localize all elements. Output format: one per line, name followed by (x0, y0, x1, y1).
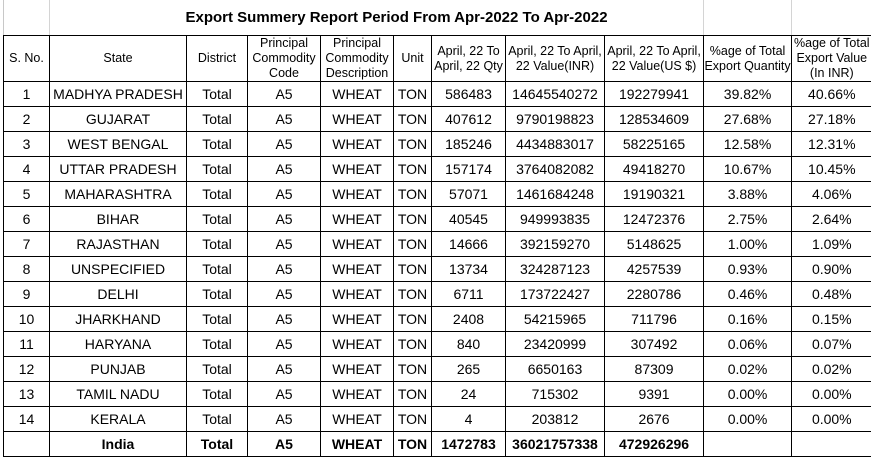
cell-state[interactable]: GUJARAT (50, 107, 187, 132)
cell-state[interactable]: MAHARASHTRA (50, 182, 187, 207)
cell-qty[interactable]: 57071 (432, 182, 506, 207)
total-cell-district[interactable]: Total (187, 432, 248, 457)
total-cell-sno[interactable] (4, 432, 50, 457)
cell-qty[interactable]: 185246 (432, 132, 506, 157)
cell-qty[interactable]: 24 (432, 382, 506, 407)
cell-sno[interactable]: 3 (4, 132, 50, 157)
total-cell-commodity-code[interactable]: A5 (248, 432, 321, 457)
cell-sno[interactable]: 8 (4, 257, 50, 282)
table-row (4, 82, 871, 107)
cell-commodity-code[interactable]: A5 (248, 382, 321, 407)
cell-district[interactable]: Total (187, 282, 248, 307)
cell-value-usd[interactable]: 19190321 (605, 182, 704, 207)
cell-district[interactable]: Total (187, 157, 248, 182)
cell-state[interactable]: TAMIL NADU (50, 382, 187, 407)
cell-pct-inr[interactable]: 0.00% (792, 407, 871, 432)
cell-unit[interactable]: TON (394, 407, 432, 432)
header-row (4, 36, 871, 82)
cell-state[interactable]: BIHAR (50, 207, 187, 232)
cell-value-inr[interactable]: 392159270 (506, 232, 605, 257)
cell-pct-qty[interactable]: 3.88% (704, 182, 792, 207)
cell-commodity-code[interactable]: A5 (248, 157, 321, 182)
cell-district[interactable]: Total (187, 182, 248, 207)
cell-pct-qty[interactable]: 10.67% (704, 157, 792, 182)
cell-sno[interactable]: 4 (4, 157, 50, 182)
cell-commodity-code[interactable]: A5 (248, 132, 321, 157)
header-sno[interactable]: S. No. (4, 36, 50, 82)
cell-district[interactable]: Total (187, 257, 248, 282)
table-row (4, 382, 871, 407)
table-row (4, 332, 871, 357)
cell-qty[interactable]: 2408 (432, 307, 506, 332)
total-cell-value-usd[interactable]: 472926296 (605, 432, 704, 457)
cell-district[interactable]: Total (187, 357, 248, 382)
total-cell-pct-inr[interactable] (792, 432, 871, 457)
cell-value-usd[interactable]: 2676 (605, 407, 704, 432)
cell-pct-inr[interactable]: 27.18% (792, 107, 871, 132)
cell-state[interactable]: DELHI (50, 282, 187, 307)
cell-commodity-description[interactable]: WHEAT (321, 107, 394, 132)
cell-pct-inr[interactable]: 1.09% (792, 232, 871, 257)
cell-qty[interactable]: 840 (432, 332, 506, 357)
cell-pct-qty[interactable]: 27.68% (704, 107, 792, 132)
cell-pct-qty[interactable]: 12.58% (704, 132, 792, 157)
cell-value-inr[interactable]: 203812 (506, 407, 605, 432)
cell-qty[interactable]: 157174 (432, 157, 506, 182)
cell-value-inr[interactable]: 173722427 (506, 282, 605, 307)
cell-pct-inr[interactable]: 2.64% (792, 207, 871, 232)
cell-qty[interactable]: 265 (432, 357, 506, 382)
cell-district[interactable]: Total (187, 107, 248, 132)
table-row (4, 132, 871, 157)
cell-pct-qty[interactable]: 0.00% (704, 382, 792, 407)
cell-qty[interactable]: 14666 (432, 232, 506, 257)
cell-pct-inr[interactable]: 0.07% (792, 332, 871, 357)
cell-commodity-code[interactable]: A5 (248, 207, 321, 232)
cell-sno[interactable]: 7 (4, 232, 50, 257)
total-cell-commodity-description[interactable]: WHEAT (321, 432, 394, 457)
cell-commodity-description[interactable]: WHEAT (321, 157, 394, 182)
cell-district[interactable]: Total (187, 407, 248, 432)
header-commodity-description[interactable]: Principal Commodity Description (321, 36, 394, 82)
cell-unit[interactable]: TON (394, 357, 432, 382)
cell-pct-inr[interactable]: 12.31% (792, 132, 871, 157)
cell-unit[interactable]: TON (394, 307, 432, 332)
cell-pct-inr[interactable]: 10.45% (792, 157, 871, 182)
cell-value-usd[interactable]: 307492 (605, 332, 704, 357)
cell-value-inr[interactable]: 14645540272 (506, 82, 605, 107)
title-row (4, 0, 871, 36)
cell-sno[interactable]: 14 (4, 407, 50, 432)
cell-pct-qty[interactable]: 0.16% (704, 307, 792, 332)
cell-commodity-description[interactable]: WHEAT (321, 82, 394, 107)
cell-commodity-description[interactable]: WHEAT (321, 232, 394, 257)
header-qty[interactable]: April, 22 To April, 22 Qty (432, 36, 506, 82)
cell-unit[interactable]: TON (394, 257, 432, 282)
cell-commodity-description[interactable]: WHEAT (321, 132, 394, 157)
total-cell-qty[interactable]: 1472783 (432, 432, 506, 457)
cell-pct-inr[interactable]: 0.90% (792, 257, 871, 282)
cell-district[interactable]: Total (187, 307, 248, 332)
cell-value-usd[interactable]: 9391 (605, 382, 704, 407)
cell-value-usd[interactable]: 12472376 (605, 207, 704, 232)
title-blank-cell[interactable] (792, 0, 871, 36)
cell-pct-inr[interactable]: 0.48% (792, 282, 871, 307)
cell-value-inr[interactable]: 1461684248 (506, 182, 605, 207)
cell-state[interactable]: KERALA (50, 407, 187, 432)
cell-sno[interactable]: 13 (4, 382, 50, 407)
cell-district[interactable]: Total (187, 132, 248, 157)
cell-sno[interactable]: 6 (4, 207, 50, 232)
header-district[interactable]: District (187, 36, 248, 82)
cell-pct-inr[interactable]: 0.15% (792, 307, 871, 332)
cell-commodity-code[interactable]: A5 (248, 407, 321, 432)
cell-district[interactable]: Total (187, 82, 248, 107)
header-value-inr[interactable]: April, 22 To April, 22 Value(INR) (506, 36, 605, 82)
cell-pct-qty[interactable]: 2.75% (704, 207, 792, 232)
cell-value-inr[interactable]: 715302 (506, 382, 605, 407)
cell-district[interactable]: Total (187, 332, 248, 357)
cell-unit[interactable]: TON (394, 157, 432, 182)
cell-value-usd[interactable]: 5148625 (605, 232, 704, 257)
cell-pct-qty[interactable]: 0.06% (704, 332, 792, 357)
cell-commodity-code[interactable]: A5 (248, 307, 321, 332)
cell-unit[interactable]: TON (394, 182, 432, 207)
export-summary-table (3, 0, 871, 457)
cell-state[interactable]: WEST BENGAL (50, 132, 187, 157)
cell-commodity-description[interactable]: WHEAT (321, 332, 394, 357)
cell-pct-qty[interactable]: 39.82% (704, 82, 792, 107)
title-blank-cell[interactable] (704, 0, 792, 36)
total-cell-state[interactable]: India (50, 432, 187, 457)
cell-value-usd[interactable]: 128534609 (605, 107, 704, 132)
cell-district[interactable]: Total (187, 232, 248, 257)
cell-value-inr[interactable]: 324287123 (506, 257, 605, 282)
table-row (4, 182, 871, 207)
header-unit[interactable]: Unit (394, 36, 432, 82)
total-cell-pct-qty[interactable] (704, 432, 792, 457)
cell-qty[interactable]: 6711 (432, 282, 506, 307)
cell-value-inr[interactable]: 3764082082 (506, 157, 605, 182)
cell-commodity-description[interactable]: WHEAT (321, 257, 394, 282)
header-pct-inr[interactable]: %age of Total Export Value (In INR) (792, 36, 871, 82)
cell-commodity-code[interactable]: A5 (248, 107, 321, 132)
cell-unit[interactable]: TON (394, 132, 432, 157)
cell-qty[interactable]: 407612 (432, 107, 506, 132)
cell-unit[interactable]: TON (394, 207, 432, 232)
cell-commodity-description[interactable]: WHEAT (321, 282, 394, 307)
cell-pct-inr[interactable]: 4.06% (792, 182, 871, 207)
cell-value-inr[interactable]: 949993835 (506, 207, 605, 232)
cell-sno[interactable]: 2 (4, 107, 50, 132)
table-row (4, 157, 871, 182)
cell-qty[interactable]: 4 (432, 407, 506, 432)
cell-district[interactable]: Total (187, 382, 248, 407)
cell-value-usd[interactable]: 87309 (605, 357, 704, 382)
title-blank-cell[interactable] (4, 0, 50, 36)
cell-commodity-description[interactable]: WHEAT (321, 407, 394, 432)
cell-commodity-code[interactable]: A5 (248, 357, 321, 382)
table-row (4, 407, 871, 432)
cell-sno[interactable]: 12 (4, 357, 50, 382)
cell-value-usd[interactable]: 192279941 (605, 82, 704, 107)
cell-commodity-code[interactable]: A5 (248, 332, 321, 357)
table-row (4, 107, 871, 132)
cell-unit[interactable]: TON (394, 282, 432, 307)
table-row (4, 282, 871, 307)
table-row (4, 307, 871, 332)
total-cell-value-inr[interactable]: 36021757338 (506, 432, 605, 457)
cell-state[interactable]: JHARKHAND (50, 307, 187, 332)
cell-pct-inr[interactable]: 0.00% (792, 382, 871, 407)
cell-pct-inr[interactable]: 40.66% (792, 82, 871, 107)
cell-unit[interactable]: TON (394, 82, 432, 107)
cell-state[interactable]: UNSPECIFIED (50, 257, 187, 282)
header-value-usd[interactable]: April, 22 To April, 22 Value(US $) (605, 36, 704, 82)
cell-sno[interactable]: 1 (4, 82, 50, 107)
cell-state[interactable]: RAJASTHAN (50, 232, 187, 257)
cell-commodity-code[interactable]: A5 (248, 232, 321, 257)
cell-commodity-description[interactable]: WHEAT (321, 357, 394, 382)
cell-pct-qty[interactable]: 0.46% (704, 282, 792, 307)
cell-value-inr[interactable]: 23420999 (506, 332, 605, 357)
cell-state[interactable]: MADHYA PRADESH (50, 82, 187, 107)
cell-pct-qty[interactable]: 0.00% (704, 407, 792, 432)
cell-state[interactable]: HARYANA (50, 332, 187, 357)
cell-value-inr[interactable]: 54215965 (506, 307, 605, 332)
cell-value-usd[interactable]: 49418270 (605, 157, 704, 182)
table-row (4, 257, 871, 282)
cell-commodity-code[interactable]: A5 (248, 182, 321, 207)
cell-value-usd[interactable]: 711796 (605, 307, 704, 332)
cell-pct-qty[interactable]: 0.02% (704, 357, 792, 382)
cell-unit[interactable]: TON (394, 232, 432, 257)
cell-pct-inr[interactable]: 0.02% (792, 357, 871, 382)
table-row (4, 357, 871, 382)
cell-value-usd[interactable]: 58225165 (605, 132, 704, 157)
cell-value-inr[interactable]: 6650163 (506, 357, 605, 382)
cell-unit[interactable]: TON (394, 332, 432, 357)
header-state[interactable]: State (50, 36, 187, 82)
cell-sno[interactable]: 5 (4, 182, 50, 207)
cell-pct-qty[interactable]: 1.00% (704, 232, 792, 257)
cell-commodity-code[interactable]: A5 (248, 282, 321, 307)
cell-value-inr[interactable]: 4434883017 (506, 132, 605, 157)
cell-sno[interactable]: 9 (4, 282, 50, 307)
cell-commodity-description[interactable]: WHEAT (321, 207, 394, 232)
cell-commodity-description[interactable]: WHEAT (321, 307, 394, 332)
cell-state[interactable]: UTTAR PRADESH (50, 157, 187, 182)
cell-sno[interactable]: 10 (4, 307, 50, 332)
cell-sno[interactable]: 11 (4, 332, 50, 357)
header-pct-qty[interactable]: %age of Total Export Quantity (704, 36, 792, 82)
total-row (4, 432, 871, 457)
cell-qty[interactable]: 40545 (432, 207, 506, 232)
cell-state[interactable]: PUNJAB (50, 357, 187, 382)
cell-value-usd[interactable]: 4257539 (605, 257, 704, 282)
total-cell-unit[interactable]: TON (394, 432, 432, 457)
cell-value-usd[interactable]: 2280786 (605, 282, 704, 307)
cell-commodity-code[interactable]: A5 (248, 257, 321, 282)
table-row (4, 207, 871, 232)
report-title[interactable]: Export Summery Report Period From Apr-2022 To Apr-2022 (50, 0, 704, 36)
cell-pct-qty[interactable]: 0.93% (704, 257, 792, 282)
cell-qty[interactable]: 13734 (432, 257, 506, 282)
cell-qty[interactable]: 586483 (432, 82, 506, 107)
cell-district[interactable]: Total (187, 207, 248, 232)
cell-commodity-code[interactable]: A5 (248, 82, 321, 107)
cell-commodity-description[interactable]: WHEAT (321, 182, 394, 207)
cell-value-inr[interactable]: 9790198823 (506, 107, 605, 132)
cell-commodity-description[interactable]: WHEAT (321, 382, 394, 407)
header-commodity-code[interactable]: Principal Commodity Code (248, 36, 321, 82)
cell-unit[interactable]: TON (394, 382, 432, 407)
table-row (4, 232, 871, 257)
cell-unit[interactable]: TON (394, 107, 432, 132)
